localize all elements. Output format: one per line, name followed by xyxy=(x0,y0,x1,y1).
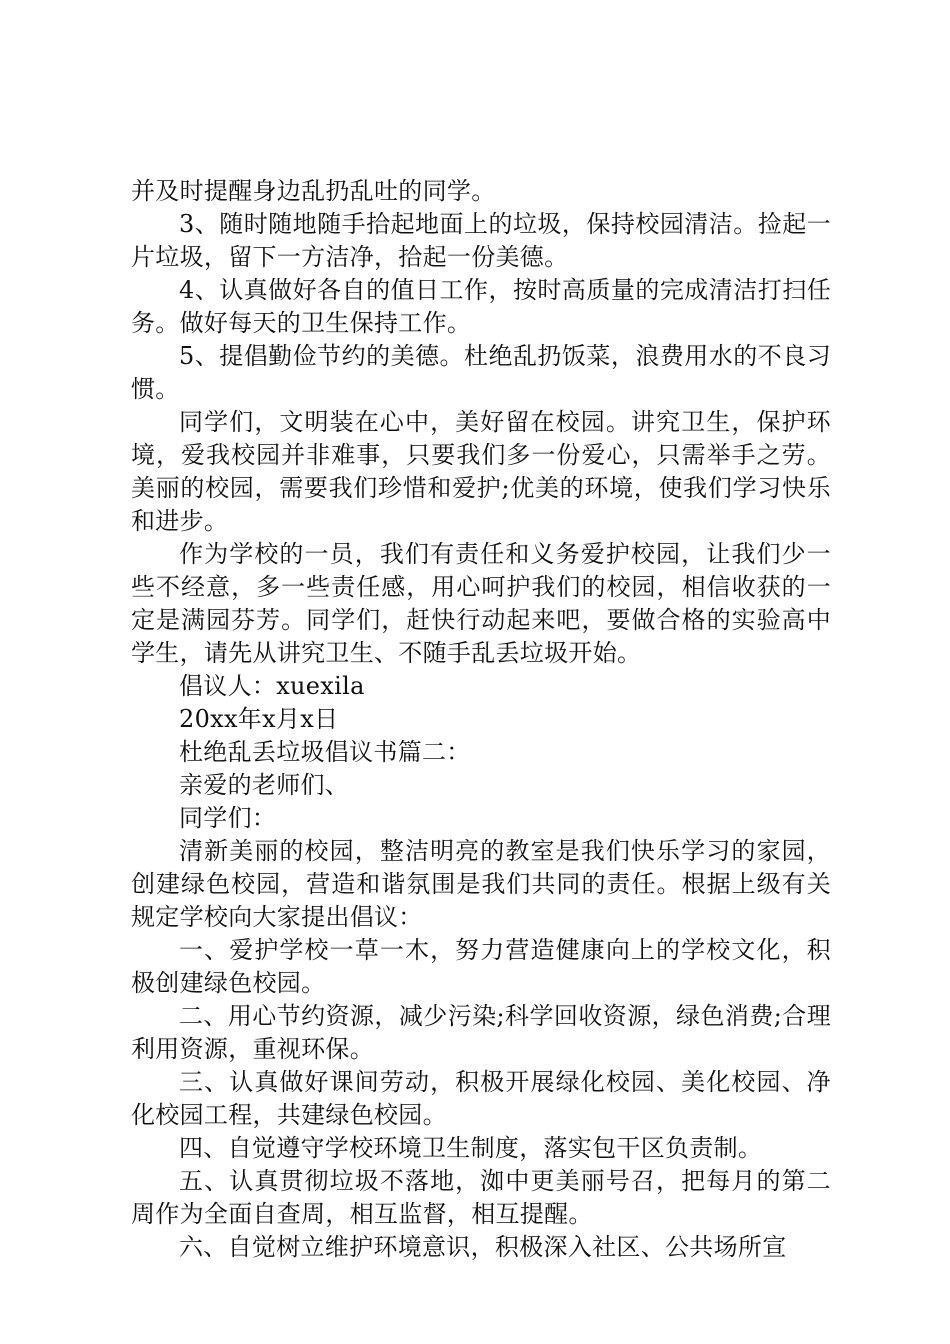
paragraph-item-four: 四、自觉遵守学校环境卫生制度，落实包干区负责制。 xyxy=(179,1134,763,1162)
signature-initiator: 倡议人：xuexila xyxy=(179,672,365,700)
paragraph-item-two: 二、用心节约资源，减少污染;科学回收资源，绿色消费;合理利用资源，重视环保。 xyxy=(131,1002,831,1063)
paragraph-continuation: 并及时提醒身边乱扔乱吐的同学。 xyxy=(131,177,496,205)
paragraph-item-five: 五、认真贯彻垃圾不落地，洳中更美丽号召，把每月的第二周作为全面自查周，相互监督，相互提醒。 xyxy=(131,1167,831,1228)
document-body xyxy=(131,175,831,1264)
paragraph-appeal: 同学们，文明装在心中，美好留在校园。讲究卫生，保护环境，爱我校园并非难事，只要我们多一份爱心，只需举手之劳。美丽的校园，需要我们珍惜和爱护;优美的环境，使我们学习快乐和进步。 xyxy=(131,408,831,535)
paragraph-item-one: 一、爱护学校一草一木，努力营造健康向上的学校文化，积极创建绿色校园。 xyxy=(131,936,831,997)
paragraph-item-three: 三、认真做好课间劳动，积极开展绿化校园、美化校园、净化校园工程，共建绿色校园。 xyxy=(131,1068,831,1129)
paragraph-item-six: 六、自觉树立维护环境意识，积极深入社区、公共场所宣 xyxy=(179,1233,787,1261)
salutation-students: 同学们： xyxy=(179,804,277,832)
section-title-part-two: 杜绝乱丢垃圾倡议书篇二： xyxy=(179,738,471,766)
paragraph-item-3: 3、随时随地随手拾起地面上的垃圾，保持校园清洁。捡起一片垃圾，留下一方洁净，拾起一份美德。 xyxy=(131,210,831,271)
signature-date: 20xx年x月x日 xyxy=(179,705,339,733)
paragraph-intro: 清新美丽的校园，整洁明亮的教室是我们快乐学习的家园，创建绿色校园，营造和谐氛围是我们共同的责任。根据上级有关规定学校向大家提出倡议： xyxy=(131,837,831,931)
paragraph-item-5: 5、提倡勤俭节约的美德。杜绝乱扔饭菜，浪费用水的不良习惯。 xyxy=(131,342,831,403)
salutation-teachers: 亲爱的老师们、 xyxy=(179,771,350,799)
paragraph-item-4: 4、认真做好各自的值日工作，按时高质量的完成清洁打扫任务。做好每天的卫生保持工作。 xyxy=(131,276,831,337)
paragraph-responsibility: 作为学校的一员，我们有责任和义务爱护校园，让我们少一些不经意，多一些责任感，用心呵护我们的校园，相信收获的一定是满园芬芳。同学们，赶快行动起来吧，要做合格的实验高中学生，请先从讲究卫生、不随手乱丢垃圾开始。 xyxy=(131,540,831,667)
